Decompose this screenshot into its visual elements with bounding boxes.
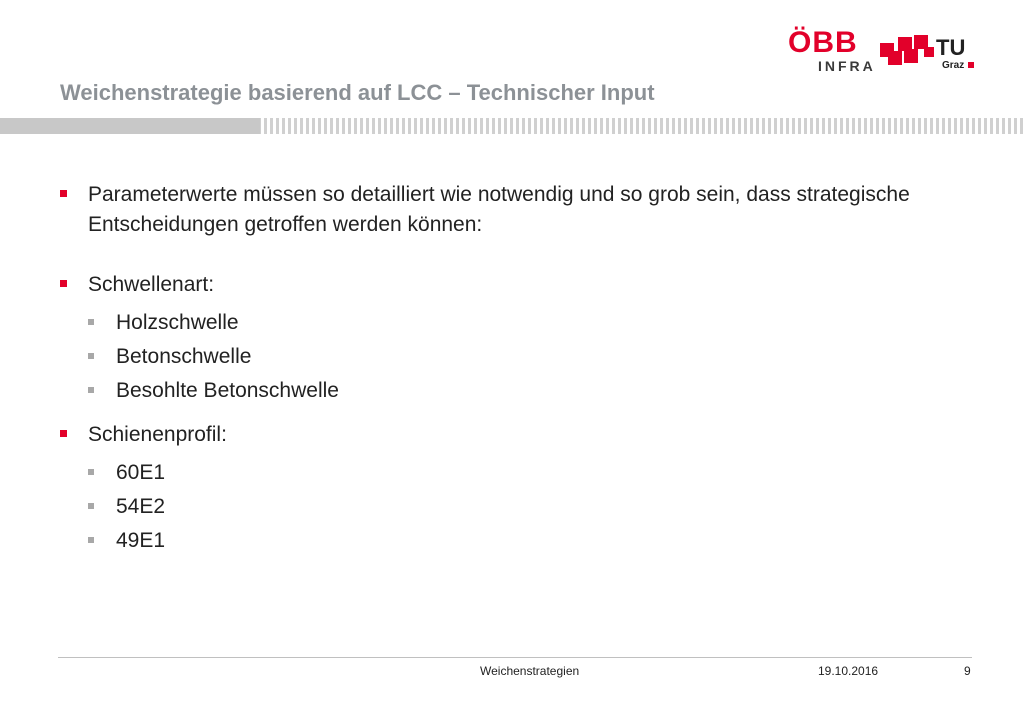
list-item [60, 490, 960, 524]
list-item-text: 60E1 [116, 461, 166, 484]
gray-square-bullet-icon [88, 503, 94, 509]
tu-logo-text: TU [936, 35, 966, 60]
list-item [60, 524, 960, 558]
list-item-text: 49E1 [116, 529, 166, 552]
list-item-text: 54E2 [116, 495, 166, 518]
infra-logo-text: INFRA [818, 58, 876, 74]
list-item-text: Besohlte Betonschwelle [116, 379, 339, 402]
section-label: Schienenprofil: [88, 423, 227, 446]
gray-square-bullet-icon [88, 387, 94, 393]
graz-logo-text: Graz [942, 60, 965, 71]
gray-square-bullet-icon [88, 469, 94, 475]
list-item [60, 374, 960, 408]
slide-content [60, 180, 960, 558]
list-item [60, 456, 960, 490]
bullet-intro-text: Parameterwerte müssen so detailliert wie notwendig und so grob sein, dass strategische Entscheidungen getroffen werden können: [88, 183, 910, 236]
bullet-schwellenart [60, 270, 960, 300]
footer-date: 19.10.2016 [818, 664, 879, 678]
red-square-bullet-icon [60, 430, 67, 437]
gray-square-bullet-icon [88, 353, 94, 359]
list-item-text: Betonschwelle [116, 345, 252, 368]
list-item-text: Holzschwelle [116, 311, 239, 334]
slide-title: Weichenstrategie basierend auf LCC – Technischer Input [60, 80, 655, 105]
gray-square-bullet-icon [88, 319, 94, 325]
list-item [60, 306, 960, 340]
red-square-bullet-icon [60, 280, 67, 287]
red-square-bullet-icon [60, 190, 67, 197]
oebb-logo-text: ÖBB [788, 26, 858, 59]
footer-presentation-name: Weichenstrategien [480, 664, 580, 678]
bullet-intro [60, 180, 960, 240]
tu-graz-logo [880, 33, 976, 73]
header-divider-bar [0, 118, 1024, 134]
section-label: Schwellenart: [88, 273, 215, 296]
oebb-infra-logo [788, 28, 878, 74]
footer-divider [58, 657, 972, 658]
footer-page-number: 9 [964, 664, 971, 678]
list-item [60, 340, 960, 374]
bullet-schienenprofil [60, 420, 960, 450]
gray-square-bullet-icon [88, 537, 94, 543]
